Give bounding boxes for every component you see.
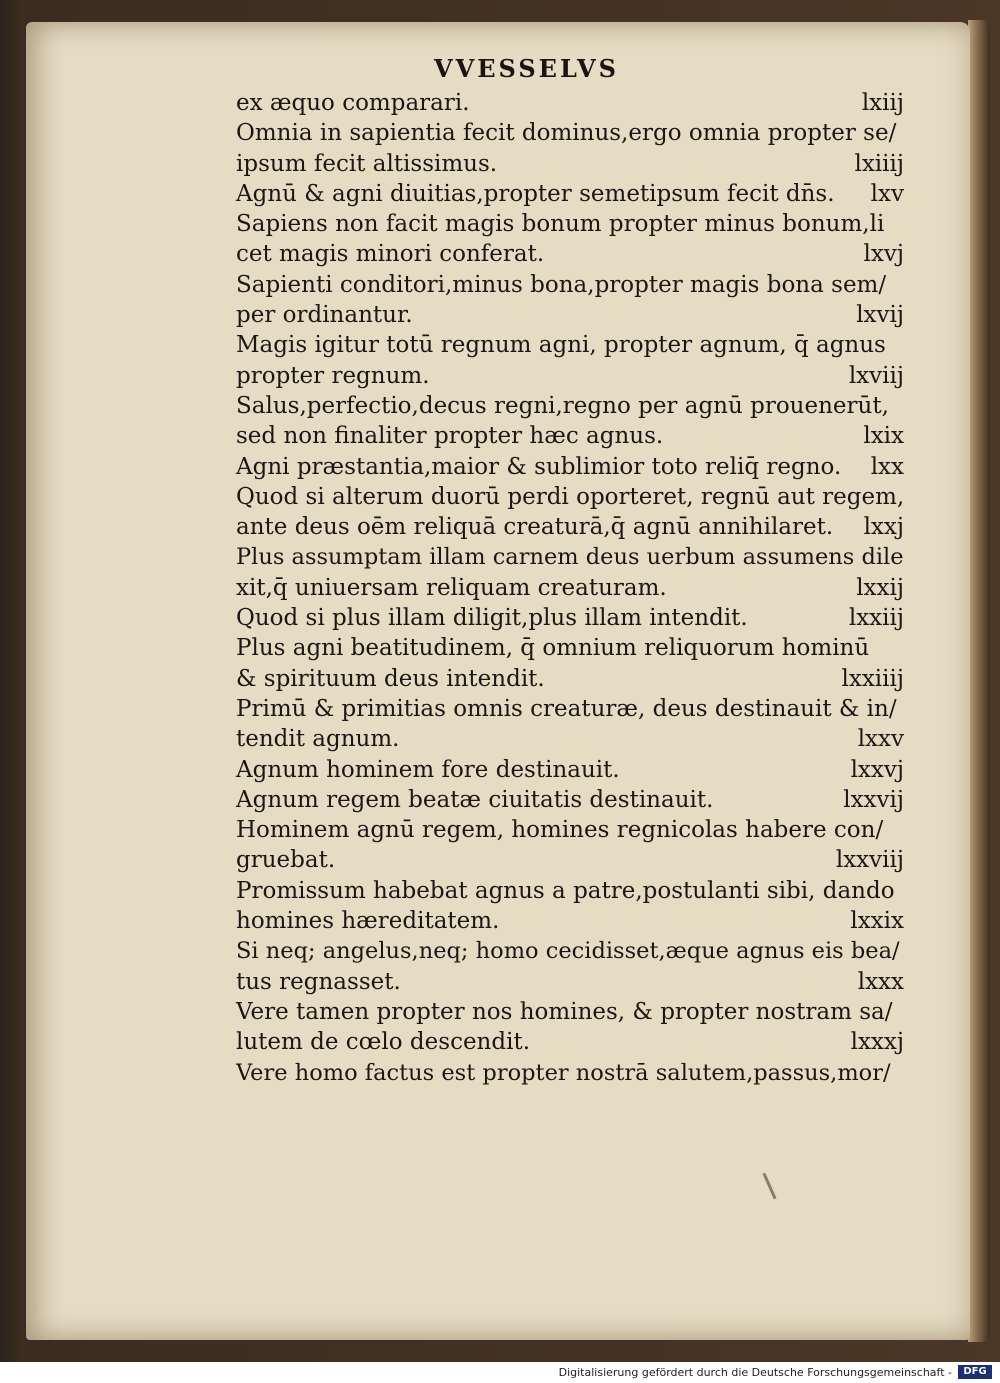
line-text: Promissum habebat agnus a patre,postulanti sibi, dando <box>236 877 895 904</box>
text-line <box>236 512 904 542</box>
line-number: lxxxj <box>850 1029 904 1056</box>
text-line <box>236 664 904 694</box>
line-number: lxviij <box>848 362 904 389</box>
line-number: lxxvj <box>850 756 904 783</box>
text-line <box>236 603 904 633</box>
line-number: lxiij <box>861 90 904 116</box>
text-line <box>236 573 904 603</box>
line-text: Vere tamen propter nos homines, & propter nostram sa/ <box>236 998 893 1025</box>
line-text: ipsum fecit altissimus. <box>236 150 498 177</box>
line-text: ante deus oēm reliquā creaturā,q̄ agnū annihilaret. <box>236 514 834 541</box>
text-line <box>236 482 904 512</box>
line-text: & spirituum deus intendit. <box>236 665 545 692</box>
text-line <box>236 361 904 391</box>
line-text: Primū & primitias omnis creaturæ, deus destinauit & in/ <box>236 695 897 722</box>
page-edge <box>968 20 990 1342</box>
line-text: propter regnum. <box>236 362 430 389</box>
text-line <box>236 179 904 209</box>
line-number: lxxij <box>856 574 904 601</box>
line-text: Quod si alterum duorū perdi oporteret, regnū aut regem, <box>236 483 905 510</box>
text-line <box>236 694 904 724</box>
line-number: lxvj <box>863 241 904 268</box>
dfg-logo: DFG <box>958 1365 992 1379</box>
line-text: Vere homo factus est propter nostrā salutem,passus,mor/ <box>236 1059 891 1086</box>
text-line <box>236 149 904 179</box>
line-number: lxvij <box>856 302 904 329</box>
line-number: lxiiij <box>854 150 904 177</box>
text-line <box>236 330 904 360</box>
line-text: tendit agnum. <box>236 726 400 753</box>
text-line <box>236 270 904 300</box>
line-text: cet magis minori conferat. <box>236 241 545 268</box>
text-line <box>236 876 904 906</box>
text-line <box>236 239 904 269</box>
text-line <box>236 967 904 997</box>
line-text: lutem de cœlo descendit. <box>236 1029 531 1056</box>
line-number: lxxv <box>857 726 904 753</box>
line-text: Salus,perfectio,decus regni,regno per agnū prouenerūt, <box>236 392 889 419</box>
line-text: Agnum hominem fore destinauit. <box>236 756 620 783</box>
line-text: tus regnasset. <box>236 968 401 995</box>
line-text: Agnum regem beatæ ciuitatis destinauit. <box>236 786 714 813</box>
line-number: lxxiij <box>848 605 904 632</box>
text-line <box>236 906 904 936</box>
line-number: lxxix <box>850 908 904 935</box>
text-line <box>236 936 904 966</box>
line-text: Quod si plus illam diligit,plus illam intendit. <box>236 605 748 632</box>
text-line <box>236 209 904 239</box>
line-number: lxxx <box>857 968 904 995</box>
text-line <box>236 845 904 875</box>
running-head: VVESSELVS <box>434 54 619 83</box>
line-number: lxxvij <box>843 786 904 813</box>
funding-credit: Digitalisierung gefördert durch die Deutsche Forschungsgemeinschaft - <box>558 1366 952 1379</box>
text-line <box>236 785 904 815</box>
line-text: Sapiens non facit magis bonum propter minus bonum,li <box>236 211 885 238</box>
text-line <box>236 391 904 421</box>
line-text: Plus assumptam illam carnem deus uerbum assumens dile <box>236 544 904 571</box>
text-line <box>236 633 904 663</box>
line-text: Plus agni beatitudinem, q̄ omnium reliquorum hominū <box>236 635 870 662</box>
text-line <box>236 997 904 1027</box>
line-number: lxv <box>870 180 904 207</box>
line-text: sed non finaliter propter hæc agnus. <box>236 423 664 450</box>
line-number: lxx <box>870 453 904 480</box>
line-text: ex æquo comparari. <box>236 90 470 116</box>
line-text: Magis igitur totū regnum agni, propter agnum, q̄ agnus <box>236 332 886 359</box>
line-number: lxxj <box>863 514 904 541</box>
line-text: Si neq; angelus,neq; homo cecidisset,æque agnus eis bea/ <box>236 938 900 965</box>
line-text: Omnia in sapientia fecit dominus,ergo omnia propter se/ <box>236 120 897 147</box>
text-line <box>236 815 904 845</box>
text-line <box>236 724 904 754</box>
line-text: xit,q̄ uniuersam reliquam creaturam. <box>236 574 667 601</box>
line-text: Agni præstantia,maior & sublimior toto reliq̄ regno. <box>236 453 842 480</box>
line-text: gruebat. <box>236 847 336 874</box>
text-line <box>236 452 904 482</box>
line-number: lxxiiij <box>841 665 904 692</box>
line-text: per ordinantur. <box>236 302 413 329</box>
text-line <box>236 421 904 451</box>
text-line <box>236 542 904 572</box>
text-line <box>236 1027 904 1057</box>
line-text: homines hæreditatem. <box>236 908 500 935</box>
line-number: lxix <box>863 423 904 450</box>
text-line <box>236 118 904 148</box>
text-line <box>236 88 904 118</box>
line-text: Sapienti conditori,minus bona,propter magis bona sem/ <box>236 271 887 298</box>
text-line <box>236 300 904 330</box>
text-block <box>236 88 904 1088</box>
line-number: lxxviij <box>835 847 904 874</box>
digitization-footer <box>0 1362 1000 1383</box>
text-line <box>236 755 904 785</box>
line-text: Agnū & agni diuitias,propter semetipsum fecit dn̄s. <box>236 180 835 207</box>
text-line <box>236 1058 904 1088</box>
line-text: Hominem agnū regem, homines regnicolas habere con/ <box>236 817 884 844</box>
